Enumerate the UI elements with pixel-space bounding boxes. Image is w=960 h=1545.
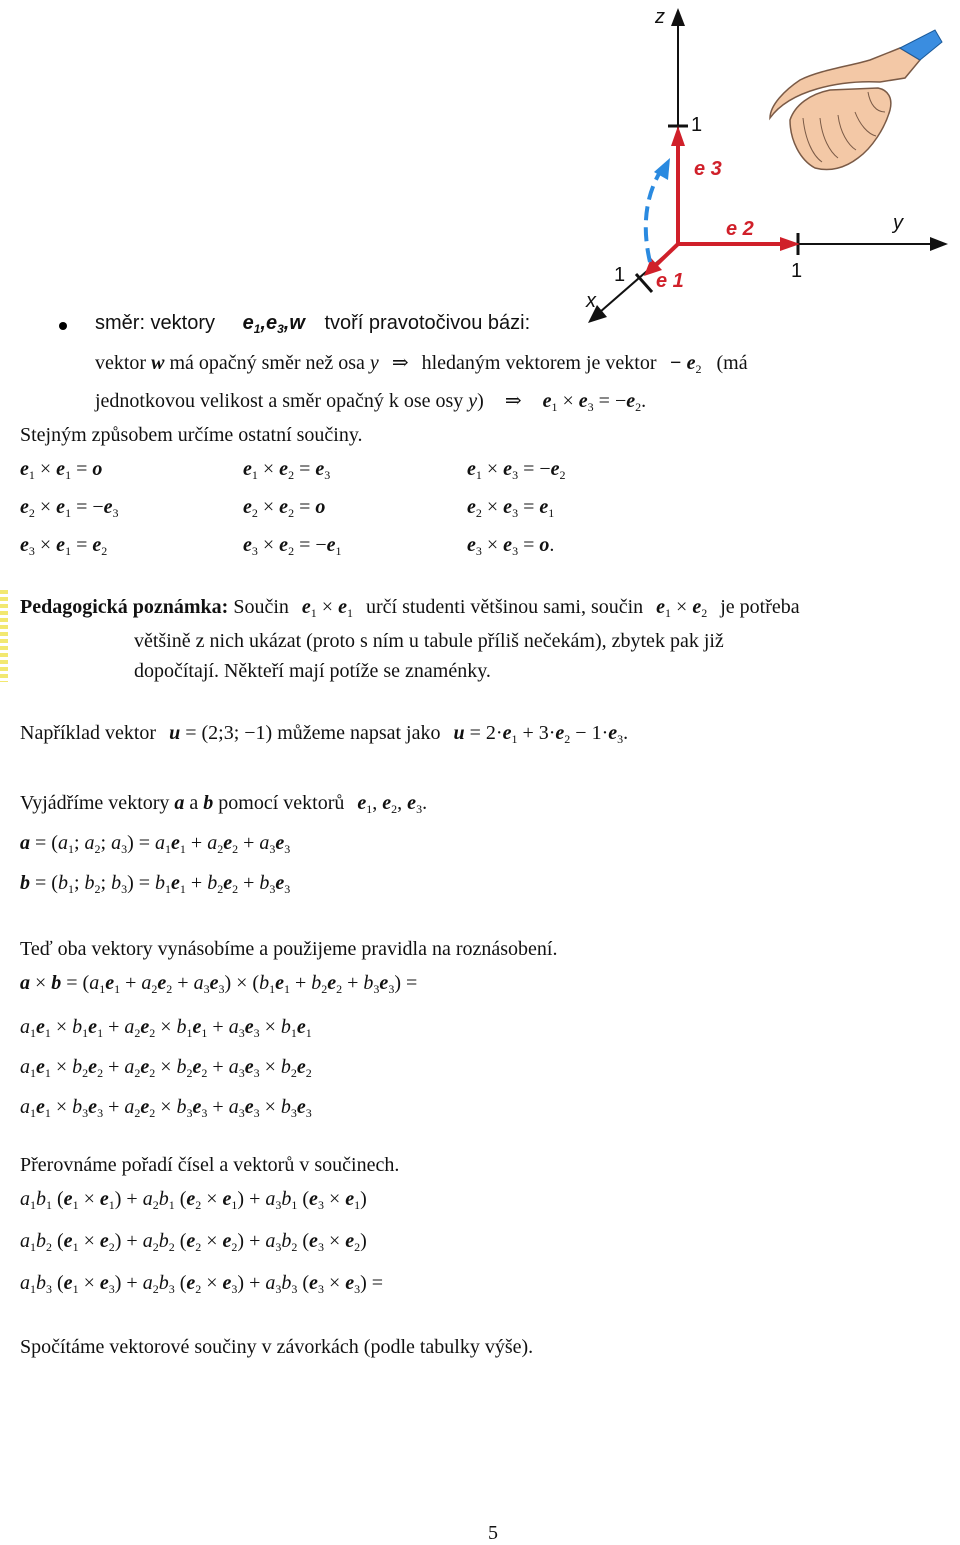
x-tick-label: 1: [614, 264, 626, 286]
y-label: y: [893, 212, 903, 234]
eq-reorder-1: $a_1b_1$ $(e_1 \times e_1) + a_2b_1$ $(e_2 \times e_1) + a_3b_1$ $(e_3 \times e_1)$: [20, 1188, 367, 1212]
line-2: vektor w má opačný směr než osa y ⇒ hledaným vektorem je vektor − $e_2$ (má: [95, 352, 748, 376]
table-r2c2: $e_2 \times e_2 = o$: [243, 496, 326, 520]
ted-line: Teď oba vektory vynásobíme a použijeme pravidla na roznásobení.: [20, 938, 558, 960]
eq-a: $a = (a_1$; $a_2$; $a_3) = a_1e_1 + a_2e_2 + a_3e_3$: [20, 832, 291, 856]
table-r1c3: $e_1 \times e_3 = -e_2$: [467, 458, 566, 482]
eq-b: $b = (b_1$; $b_2$; $b_3) = b_1e_1 + b_2e_2 + b_3e_3$: [20, 872, 291, 896]
e1-vector: [655, 244, 678, 266]
rotation-arrow: [646, 172, 660, 262]
line-3: jednotkovou velikost a směr opačný k ose osy y) ⇒ $e_1 \times e_3 = -e_2$.: [95, 390, 647, 414]
page-number: 5: [488, 1522, 498, 1544]
table-r1c2: $e_1 \times e_2 = e_3$: [243, 458, 331, 482]
table-r2c3: $e_2 \times e_3 = e_1$: [467, 496, 555, 520]
table-r2c1: $e_2 \times e_1 = -e_3$: [20, 496, 119, 520]
prerovname-line: Přerovnáme pořadí čísel a vektorů v součinech.: [20, 1154, 400, 1176]
y-axis-arrow: [930, 237, 948, 251]
spocitame-line: Spočítáme vektorové součiny v závorkách (podle tabulky výše).: [20, 1336, 534, 1358]
z-tick-label: 1: [691, 114, 703, 136]
vyjadrime-line: Vyjádříme vektory a a b pomocí vektorů $e_1$, $e_2$, $e_3$.: [20, 792, 428, 816]
eq-exp-1: $a_1e_1 \times b_1e_1 + a_2e_2 \times b_1e_1 + a_3e_3 \times b_1e_1$: [20, 1016, 312, 1040]
note-label: Pedagogická poznámka:: [20, 596, 229, 618]
y-tick-label: 1: [791, 260, 803, 282]
eq-exp-2: $a_1e_1 \times b_2e_2 + a_2e_2 \times b_2e_2 + a_3e_3 \times b_2e_2$: [20, 1056, 312, 1080]
stejnym-line: Stejným způsobem určíme ostatní součiny.: [20, 424, 363, 446]
z-label: z: [655, 6, 665, 28]
table-r3c1: $e_3 \times e_1 = e_2$: [20, 534, 108, 558]
note-line-2: většině z nich ukázat (proto s ním u tabule příliš nečekám), zbytek pak již: [134, 630, 724, 652]
bullet-dot: [59, 322, 67, 330]
z-axis-arrow: [671, 8, 685, 26]
note-line-1: Pedagogická poznámka: Součin $e_1 \times e_1$ určí studenti většinou sami, součin $e_1 \times e_2$ je potřeba: [20, 596, 800, 620]
eq-exp-3: $a_1e_1 \times b_3e_3 + a_2e_2 \times b_3e_3 + a_3e_3 \times b_3e_3$: [20, 1096, 312, 1120]
note-line-3: dopočítají. Někteří mají potíže se znaménky.: [134, 660, 491, 682]
eq-reorder-2: $a_1b_2$ $(e_1 \times e_2) + a_2b_2$ $(e_2 \times e_2) + a_3b_2$ $(e_3 \times e_2)$: [20, 1230, 367, 1254]
table-r3c3: $e_3 \times e_3 = o$.: [467, 534, 555, 558]
table-r3c2: $e_3 \times e_2 = -e_1$: [243, 534, 342, 558]
e1-label: e 1: [656, 270, 684, 292]
hand-icon: [770, 30, 942, 170]
eq-ab: $a \times b = (a_1e_1 + a_2e_2 + a_3e_3) \times (b_1e_1 + b_2e_2 + b_3e_3)$ =: [20, 972, 418, 996]
e2-label: e 2: [726, 218, 754, 240]
note-marker: [0, 590, 8, 682]
e3-label: e 3: [694, 158, 722, 180]
priklad-line: Například vektor u = (2;3; −1) můžeme napsat jako $u = 2\cdot e_1 + 3\cdot e_2 - 1\cdot e_3$.: [20, 722, 629, 746]
eq-reorder-3: $a_1b_3$ $(e_1 \times e_3) + a_2b_3$ $(e_2 \times e_3) + a_3b_3$ $(e_3 \times e_3)$ =: [20, 1272, 384, 1296]
x-label: x: [586, 290, 596, 312]
bullet-line: směr: vektory $e_1,e_3,w$ tvoří pravotočivou bázi:: [95, 312, 531, 336]
table-r1c1: $e_1 \times e_1 = o$: [20, 458, 103, 482]
